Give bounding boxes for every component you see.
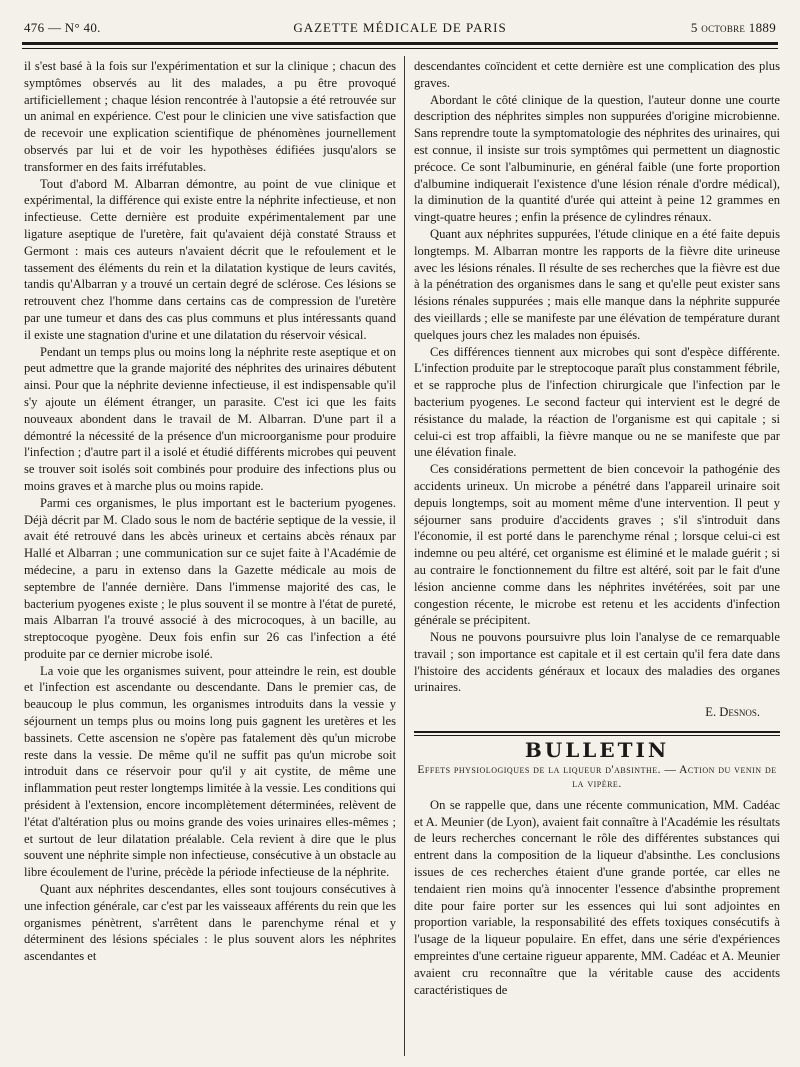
bulletin-section <box>414 731 780 998</box>
left-paragraph-4: Parmi ces organismes, le plus important est le bacterium pyogenes. Déjà décrit par M. Clado sous le nom de bactérie septique de la vessie, il avait été retrouvé dans les abcès urineux et certains abcès rénaux par Hallé et Albarran ; une communication sur ce sujet faite à l'Académie de médecine, a paru in extenso dans la Gazette médicale au mois de septembre de l'année dernière. Dans l'immense majorité des cas, le bacterium pyogenes existe ; le plus souvent il se montre à l'état de pureté, mais Albarran l'a trouvé associé à des microcoques, à un bacille, au streptocoque pyogène. Deux fois enfin sur 26 cas l'infection a été produite par ce dernier microbe isolé. <box>24 495 396 661</box>
left-paragraph-1: il s'est basé à la fois sur l'expérimentation et sur la clinique ; chacun des symptômes observés au lit des malades, a pu être provoqué artificiellement ; chaque lésion rencontrée à l'autopsie a été retrouvée sur un animal en expérience. C'est pour le clinicien une vive satisfaction que de recevoir une explication scientifique de phénomènes journellement observés par lui et de voir les hypothèses édifiées jusqu'alors se transformer en des faits irréfutables. <box>24 59 396 174</box>
page-number: 476 — N° 40. <box>24 20 101 35</box>
bulletin-paragraph-1: On se rappelle que, dans une récente communication, MM. Cadéac et A. Meunier (de Lyon), avaient fait connaître à l'Académie les résultats de leurs recherches concernant le rôle des différentes substances qui entrent dans la composition de la liqueur d'absinthe. Les conclusions issues de ces recherches étaient d'une grande portée, car elles ne tendaient rien moins qu'à innocenter l'essence d'absinthe proprement dite pour faire porter sur les essences qui lui sont adjointes en proportion variable, la responsabilité des effets toxiques consécutifs à l'usage de la liqueur populaire. En effet, dans une série d'expériences empreintes d'une certaine rigueur apparente, MM. Cadéac et A. Meunier avaient cru reconnaître que la véritable cause des accidents caractéristiques de <box>414 797 780 997</box>
column-divider <box>404 56 405 1056</box>
publication-title: GAZETTE MÉDICALE DE PARIS <box>293 20 507 35</box>
issue-date-month: octobre <box>701 20 746 35</box>
issue-date <box>691 20 776 36</box>
left-paragraph-5: La voie que les organismes suivent, pour atteindre le rein, est double et l'infection est ascendante ou descendante. Dans le premier cas, de beaucoup le plus commun, les organismes introduits dans la vessie y séjournent un temps plus ou moins long puis gagnent les uretères et les bassinets. Cette ascension ne s'opère pas fatalement dès qu'un microbe reste dans la vessie. De même qu'il ne suffit pas qu'un microbe soit introduit dans ce réservoir pour qu'il y ait cystite, de même une inflammation peut rester longtemps limitée à la vessie. Les conditions qui président à l'extension, encore incomplètement déterminées, relèvent de l'état d'altération plus ou moins grande des voies urinaires elles-mêmes ; et surtout de leur dilatation préalable. Cela revient à dire que le plus souvent une néphrite simple non infectieuse, consécutive à un obstacle au libre écoulement de l'urine, précède la période infectieuse de la néphrite. <box>24 663 396 880</box>
signature-name: E. Desnos. <box>705 705 760 720</box>
left-paragraph-3: Pendant un temps plus ou moins long la néphrite reste aseptique et on peut admettre que la grande majorité des néphrites des urinaires débutent ainsi. Pour que la néphrite devienne infectieuse, il est indispensable qu'il s'y ajoute un élément étranger, un parasite. C'est ici que les faits nouveaux abondent dans le travail de M. Albarran. D'une part il a démontré la nécessité de la présence d'un microorganisme pour produire l'infection ; d'autre part il a isolé et étudié différents microbes qui peuvent se trouver soit isolés soit combinés pour produire des infections plus ou moins graves et à marche plus ou moins rapide. <box>24 344 396 493</box>
issue-date-day: 5 <box>690 20 698 35</box>
header-rule-thin <box>22 48 778 49</box>
right-paragraph-3: Quant aux néphrites suppurées, l'étude clinique en a été faite depuis longtemps. M. Albarran montre les rapports de la fièvre dite urineuse avec les lésions rénales. Il résulte de ses recherches que la fièvre est due à la pénétration des organismes dans le sang et qu'elle peut exister sans lésions rénales suppurées ; mais elle manque dans la néphrite suppurée des vieillards ; elle se manifeste par une élévation de température durant quelques jours chez les malades non épuisés. <box>414 226 780 342</box>
article-signature <box>414 704 760 721</box>
right-column <box>414 58 780 998</box>
right-paragraph-5: Ces considérations permettent de bien concevoir la pathogénie des accidents urineux. Un microbe a pénétré dans l'appareil urinaire soit depuis longtemps, soit au moment même d'une intervention. Il peut y séjourner sans produire d'accidents graves ; s'il s'introduit dans l'économie, il est porté dans le parenchyme rénal ; lorsque celui-ci est indemne ou peu altéré, cet organisme est éliminé et le malade guérit ; si au contraire le fonctionnement du filtre est altéré, soit par le fait d'une lésion ancienne comme dans les néphrites invétérées, soit par une congestion récente, le microbe est retenu et les accidents d'infection générale se précipitent. <box>414 462 780 628</box>
header-rule-thick <box>22 42 778 45</box>
bulletin-title: BULLETIN <box>524 738 670 763</box>
left-paragraph-2: Tout d'abord M. Albarran démontre, au point de vue clinique et expérimental, la différence qui existe entre la néphrite infectieuse, et non infectieuse. Cette dernière est produite expérimentalement par une ligature aseptique de l'uretère, fait qu'avaient déjà constaté Strauss et Germont : mais ces auteurs n'avaient décrit que le refoulement et le tassement des éléments du rein et la dilatation kystique de leurs cavités, tandis qu'Albarran y a trouvé un certain degré de sclérose. Ces lésions se retrouvent chez l'homme dans certains cas de compression de l'uretère par une tumeur et dans des cas plus communs et plus intéressants quand il existe une stagnation d'urine et une dilatation du réservoir vésical. <box>24 176 396 342</box>
bulletin-subtitle: Effets physiologiques de la liqueur d'absinthe. — Action du venin de la vipère. <box>417 763 777 790</box>
issue-date-year: 1889 <box>748 20 776 35</box>
right-paragraph-6: Nous ne pouvons poursuivre plus loin l'analyse de ce remarquable travail ; son importance est capitale et il est certain qu'il fera date dans l'histoire des accidents généraux et locaux des maladies des organes urinaires. <box>414 630 780 695</box>
left-paragraph-6: Quant aux néphrites descendantes, elles sont toujours consécutives à une infection générale, car c'est par les vaisseaux afférents du rein que les organismes pénètrent, s'arrêtent dans le parenchyme rénal et y déterminent des lésions spéciales : le plus souvent alors les néphrites ascendantes et <box>24 882 396 964</box>
bulletin-rule <box>414 735 780 736</box>
right-paragraph-4: Ces différences tiennent aux microbes qui sont d'espèce différente. L'infection produite par le streptocoque paraît plus constamment fébrile, et se rapproche plus de l'infection chirurgicale que l'infection par le bacterium pyogenes. Le second facteur qui intervient est le degré de résistance du malade, la réaction de l'organisme est qui capitale ; si celui-ci est trop affaibli, la fièvre manque ou ne se manifeste que par une élévation finale. <box>414 344 780 460</box>
left-column <box>24 58 396 965</box>
page-header <box>24 14 776 40</box>
right-paragraph-1: descendantes coïncident et cette dernière est une complication des plus graves. <box>414 59 780 90</box>
right-paragraph-2: Abordant le côté clinique de la question, l'auteur donne une courte description des néphrites simples non suppurées d'origine microbienne. Sans reprendre toute la symptomatologie des néphrites des urinaires, qui est connue, il insiste sur trois symptômes qui permettent un diagnostic précoce. Ce sont l'albuminurie, en général faible (une forte proportion d'albumine indiquerait l'existence d'une lésion rénale d'ordre médical), la diminution de la quantité d'urée qui atteint à peine 12 grammes en vingt-quatre heures ; enfin la présence de cylindres rénaux. <box>414 92 780 225</box>
